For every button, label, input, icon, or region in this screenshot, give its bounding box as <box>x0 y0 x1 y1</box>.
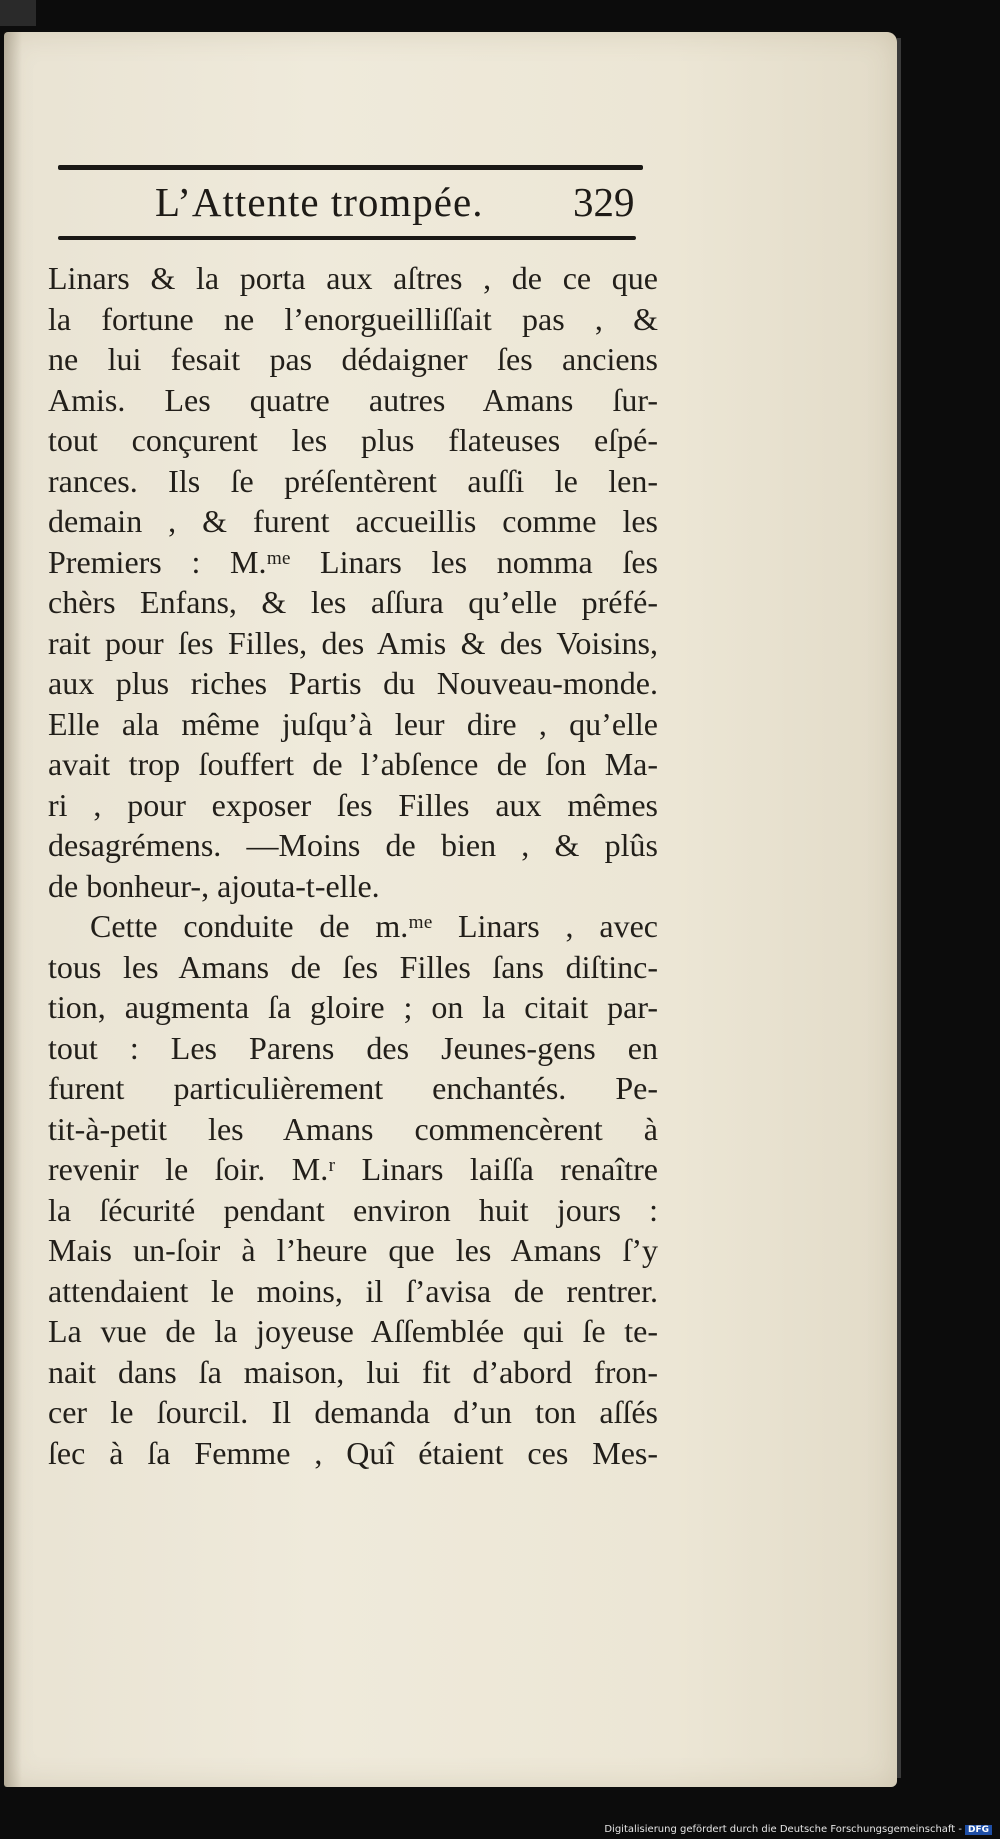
text-line: tout : Les Parens des Jeunes-gens en <box>48 1029 658 1066</box>
body-text <box>48 258 658 1473</box>
page-edge <box>897 38 901 1778</box>
text-line: attendaient le moins, il ſ’avisa de rentrer. <box>48 1272 658 1309</box>
text-line: furent particulièrement enchantés. Pe- <box>48 1070 658 1106</box>
text-line: rances. Ils ſe préſentèrent auſſi le len- <box>48 462 658 499</box>
text-line: aux plus riches Partis du Nouveau-monde. <box>48 665 658 701</box>
text-line: tion, augmenta ſa gloire ; on la citait par- <box>48 989 658 1025</box>
text-line: Amis. Les quatre autres Amans ſur- <box>48 381 658 418</box>
text-line: ri , pour exposer ſes Filles aux mêmes <box>48 786 658 823</box>
text-line: chèrs Enfans, & les aſſura qu’elle préfé- <box>48 584 658 620</box>
text-line: Elle ala même juſqu’à leur dire , qu’elle <box>48 705 658 742</box>
page-gutter-shadow <box>4 32 22 1787</box>
text-line: desagrémens. —Moins de bien , & plûs <box>48 827 658 863</box>
header-rule-bottom <box>58 236 636 240</box>
text-line: ne lui fesait pas dédaigner ſes anciens <box>48 341 658 377</box>
text-line: Cette conduite de m.ᵐᵉ Linars , avec <box>90 908 658 944</box>
text-line: La vue de la joyeuse Aſſemblée qui ſe te- <box>48 1313 658 1349</box>
text-line: revenir le ſoir. M.ʳ Linars laiſſa renaître <box>48 1151 658 1187</box>
text-line: la fortune ne l’enorgueilliſſait pas , & <box>48 300 658 337</box>
text-line: tit-à-petit les Amans commencèrent à <box>48 1110 658 1147</box>
text-line: tout conçurent les plus flateuses eſpé- <box>48 422 658 458</box>
text-line: la ſécurité pendant environ huit jours : <box>48 1191 658 1228</box>
text-line: avait trop ſouffert de l’abſence de ſon Ma- <box>48 746 658 782</box>
dfg-logo: DFG <box>965 1825 992 1835</box>
text-line: de bonheur-, ajouta-t-elle. <box>48 867 380 904</box>
header-rule-top <box>58 165 643 170</box>
text-line: cer le ſourcil. Il demanda d’un ton aſſés <box>48 1394 658 1430</box>
sponsor-text: Digitalisierung gefördert durch die Deutsche Forschungsgemeinschaft - <box>604 1824 962 1835</box>
text-line: rait pour ſes Filles, des Amis & des Voisins, <box>48 624 658 661</box>
text-line: Mais un-ſoir à l’heure que les Amans ſ’y <box>48 1232 658 1268</box>
text-line: nait dans ſa maison, lui fit d’abord fron- <box>48 1353 658 1390</box>
text-line: Premiers : M.ᵐᵉ Linars les nomma ſes <box>48 543 658 580</box>
running-title: L’Attente trompée. <box>155 179 484 225</box>
text-line: Linars & la porta aux aſtres , de ce que <box>48 260 658 296</box>
digitization-credit <box>604 1824 992 1835</box>
scan-corner-shadow <box>0 0 36 26</box>
text-line: ſec à ſa Femme , Quî étaient ces Mes- <box>48 1434 658 1471</box>
text-line: tous les Amans de ſes Filles ſans diſtinc- <box>48 948 658 985</box>
text-line: demain , & furent accueillis comme les <box>48 503 658 539</box>
page-number: 329 <box>573 179 635 225</box>
